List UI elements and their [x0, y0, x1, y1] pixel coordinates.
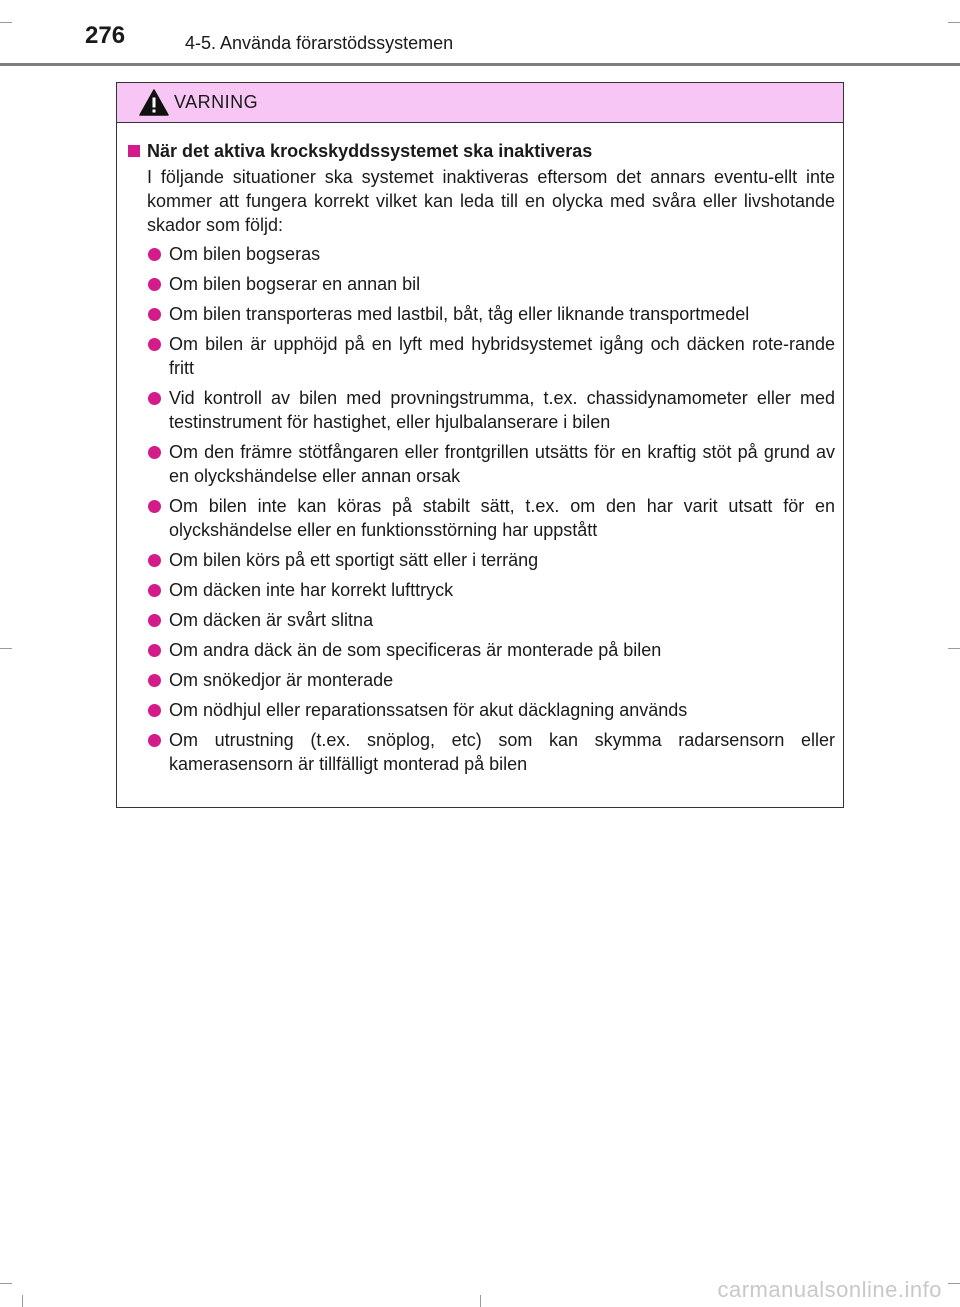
bullet-dot-icon — [148, 644, 161, 657]
warning-list — [125, 242, 835, 776]
list-item: Om andra däck än de som specificeras är monterade på bilen — [125, 638, 835, 662]
bullet-dot-icon — [148, 308, 161, 321]
bullet-dot-icon — [148, 392, 161, 405]
bullet-dot-icon — [148, 338, 161, 351]
bullet-dot-icon — [148, 674, 161, 687]
warning-header — [117, 83, 843, 123]
crop-mark — [948, 648, 960, 649]
bullet-dot-icon — [148, 500, 161, 513]
list-item: Om däcken inte har korrekt lufttryck — [125, 578, 835, 602]
warning-body — [117, 123, 843, 776]
crop-mark — [480, 1295, 481, 1307]
list-item: Om bilen inte kan köras på stabilt sätt, t.ex. om den har varit utsatt för en olyckshändelse eller en funktionsstörning har uppstått — [125, 494, 835, 542]
bullet-dot-icon — [148, 584, 161, 597]
list-item: Om däcken är svårt slitna — [125, 608, 835, 632]
list-item: Vid kontroll av bilen med provningstrumma, t.ex. chassidynamometer eller med testinstrument för hastighet, eller hjulbalanserare i bilen — [125, 386, 835, 434]
list-item: Om bilen bogserar en annan bil — [125, 272, 835, 296]
list-item: Om bilen är upphöjd på en lyft med hybridsystemet igång och däcken rote-rande fritt — [125, 332, 835, 380]
list-item: Om nödhjul eller reparationssatsen för akut däcklagning används — [125, 698, 835, 722]
warning-label: VARNING — [174, 92, 259, 112]
square-bullet-icon — [128, 145, 140, 157]
page-header — [0, 0, 960, 66]
list-item: Om snökedjor är monterade — [125, 668, 835, 692]
bullet-dot-icon — [148, 446, 161, 459]
bullet-dot-icon — [148, 614, 161, 627]
page-number: 276 — [85, 22, 126, 49]
list-item: Om utrustning (t.ex. snöplog, etc) som kan skymma radarsensorn eller kamerasensorn är tillfälligt monterad på bilen — [125, 728, 835, 776]
bullet-dot-icon — [148, 734, 161, 747]
bullet-dot-icon — [148, 278, 161, 291]
subheading-text: När det aktiva krockskyddssystemet ska inaktiveras — [147, 141, 593, 161]
crop-mark — [0, 648, 12, 649]
section-title: 4-5. Använda förarstödssystemen — [185, 33, 454, 53]
list-item: Om bilen transporteras med lastbil, båt, tåg eller liknande transportmedel — [125, 302, 835, 326]
crop-mark — [948, 1283, 960, 1284]
bullet-dot-icon — [148, 248, 161, 261]
bullet-dot-icon — [148, 554, 161, 567]
footer-watermark[interactable]: carmanualsonline.info — [717, 1277, 942, 1302]
list-item: Om bilen körs på ett sportigt sätt eller i terräng — [125, 548, 835, 572]
header-divider — [0, 63, 960, 66]
warning-intro: I följande situationer ska systemet inaktiveras eftersom det annars eventu-ellt inte kommer att fungera korrekt vilket kan leda till en olycka med svåra eller livshotande skador som följd: — [147, 167, 835, 235]
warning-box — [116, 82, 844, 808]
warning-triangle-icon — [139, 89, 169, 116]
list-item: Om den främre stötfångaren eller frontgrillen utsätts för en kraftig stöt på grund av en olyckshändelse eller annan orsak — [125, 440, 835, 488]
list-item: Om bilen bogseras — [125, 242, 835, 266]
crop-mark — [22, 1295, 23, 1307]
bullet-dot-icon — [148, 704, 161, 717]
warning-subheading — [125, 139, 835, 163]
crop-mark — [0, 1283, 12, 1284]
